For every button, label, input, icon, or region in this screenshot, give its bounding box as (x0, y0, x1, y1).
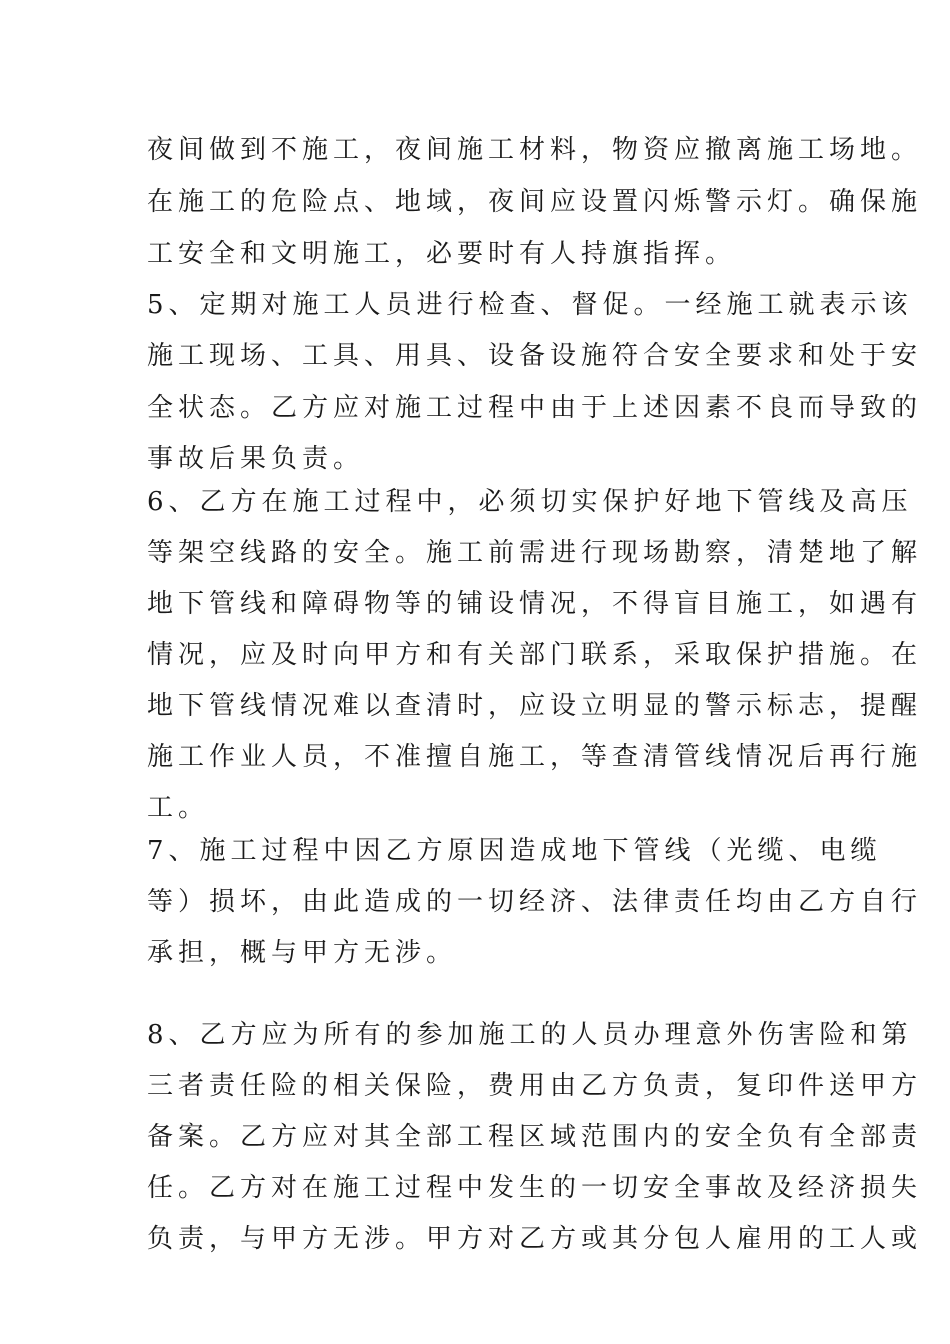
text-line: 等）损坏，由此造成的一切经济、法律责任均由乙方自行 (147, 887, 923, 917)
text-line: 事故后果负责。 (147, 444, 365, 474)
text-line: 任。乙方对在施工过程中发生的一切安全事故及经济损失 (147, 1173, 923, 1203)
text-line: 施工作业人员，不准擅自施工，等查清管线情况后再行施 (147, 742, 923, 772)
text-line: 情况，应及时向甲方和有关部门联系，采取保护措施。在 (147, 640, 923, 670)
text-line: 负责，与甲方无涉。甲方对乙方或其分包人雇用的工人或 (147, 1224, 923, 1254)
text-line: 8、乙方应为所有的参加施工的人员办理意外伤害险和第 (147, 1020, 913, 1050)
text-line: 三者责任险的相关保险，费用由乙方负责，复印件送甲方 (147, 1071, 923, 1101)
text-line: 夜间做到不施工，夜间施工材料，物资应撤离施工场地。 (147, 135, 923, 165)
text-line: 5、定期对施工人员进行检查、督促。一经施工就表示该 (147, 290, 913, 320)
text-line: 地下管线情况难以查清时，应设立明显的警示标志，提醒 (147, 691, 923, 721)
text-line: 6、乙方在施工过程中，必须切实保护好地下管线及高压 (147, 487, 913, 517)
text-line: 备案。乙方应对其全部工程区域范围内的安全负有全部责 (147, 1122, 923, 1152)
text-line: 承担，概与甲方无涉。 (147, 938, 458, 968)
text-line: 等架空线路的安全。施工前需进行现场勘察，清楚地了解 (147, 538, 923, 568)
text-line: 全状态。乙方应对施工过程中由于上述因素不良而导致的 (147, 393, 923, 423)
text-line: 工安全和文明施工，必要时有人持旗指挥。 (147, 239, 737, 269)
text-line: 工。 (147, 793, 210, 823)
text-line: 地下管线和障碍物等的铺设情况，不得盲目施工，如遇有 (147, 589, 923, 619)
text-line: 施工现场、工具、用具、设备设施符合安全要求和处于安 (147, 341, 923, 371)
text-line: 在施工的危险点、地域，夜间应设置闪烁警示灯。确保施 (147, 187, 923, 217)
text-line: 7、施工过程中因乙方原因造成地下管线（光缆、电缆 (147, 836, 882, 866)
